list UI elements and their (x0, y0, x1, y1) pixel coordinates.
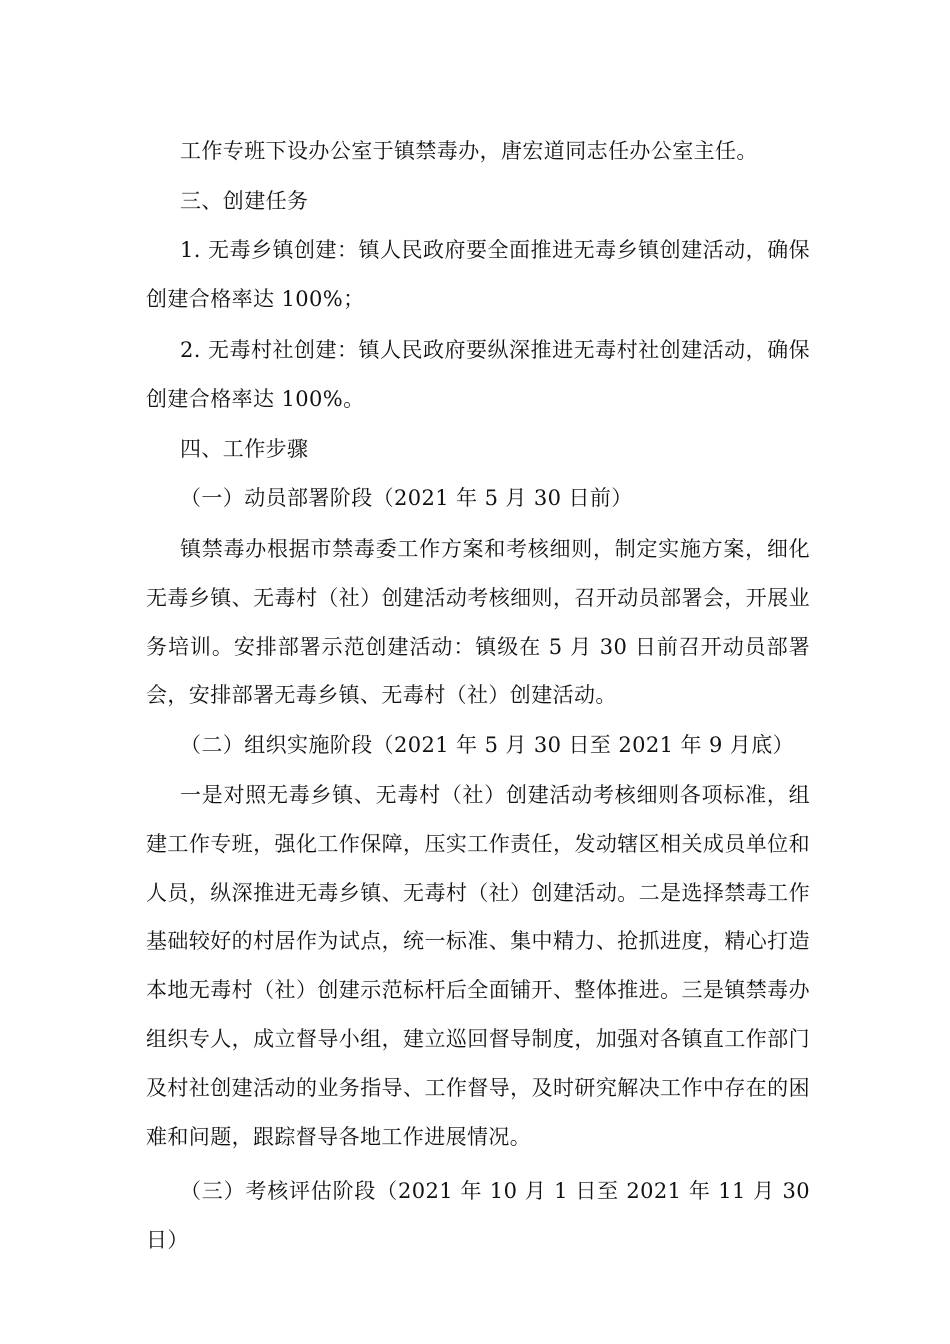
heading-stage-implementation: （二）组织实施阶段（2021 年 5 月 30 日至 2021 年 9 月底） (180, 733, 795, 757)
heading-stage-assessment: （三）考核评估阶段（2021 年 10 月 1 日至 2021 年 11 月 30 日） (146, 1179, 810, 1252)
heading-work-steps: 四、工作步骤 (180, 437, 309, 461)
paragraph-stage-implementation: 一是对照无毒乡镇、无毒村（社）创建活动考核细则各项标准，组建工作专班，强化工作保障，压实工作责任，发动辖区相关成员单位和人员，纵深推进无毒乡镇、无毒村（社）创建活动。二是选择禁毒工作基础较好的村居作为试点，统一标准、集中精力、抢抓进度，精心打造本地无毒村（社）创建示范标杆后全面铺开、整体推进。三是镇禁毒办组织专人，成立督导小组，建立巡回督导制度，加强对各镇直工作部门及村社创建活动的业务指导、工作督导，及时研究解决工作中存在的困难和问题，跟踪督导各地工作进展情况。 (146, 783, 810, 1149)
paragraph-office-setup: 工作专班下设办公室于镇禁毒办，唐宏道同志任办公室主任。 (180, 139, 758, 163)
heading-stage-mobilization: （一）动员部署阶段（2021 年 5 月 30 日前） (180, 486, 633, 510)
paragraph-task-township: 1. 无毒乡镇创建：镇人民政府要全面推进无毒乡镇创建活动，确保创建合格率达 100%； (146, 238, 810, 311)
paragraph-task-village: 2. 无毒村社创建：镇人民政府要纵深推进无毒村社创建活动，确保创建合格率达 100%。 (146, 338, 810, 411)
heading-creation-tasks: 三、创建任务 (180, 189, 309, 213)
paragraph-stage-mobilization: 镇禁毒办根据市禁毒委工作方案和考核细则，制定实施方案，细化无毒乡镇、无毒村（社）创建活动考核细则，召开动员部署会，开展业务培训。安排部署示范创建活动：镇级在 5 月 30 日前召开动员部署会，安排部署无毒乡镇、无毒村（社）创建活动。 (146, 537, 810, 708)
